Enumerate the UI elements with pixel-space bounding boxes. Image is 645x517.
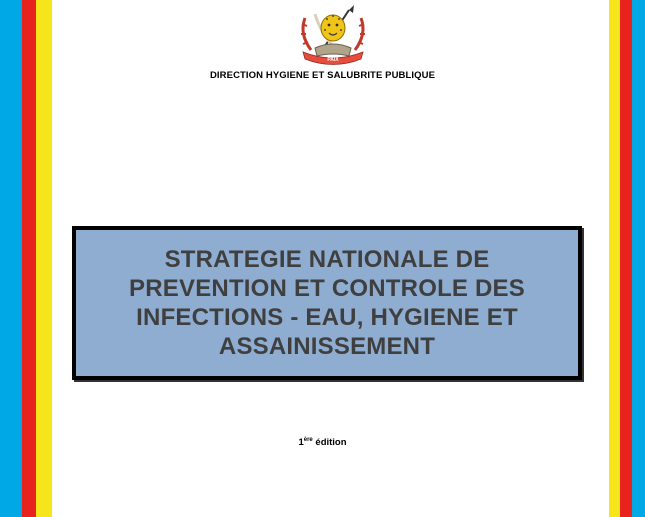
title-box — [72, 226, 582, 380]
edition-label — [0, 437, 645, 448]
edition-text: édition — [315, 437, 347, 449]
title-line: ASSAINISSEMENT — [218, 333, 436, 360]
emblem-motto: PAIX — [327, 57, 339, 63]
drc-coat-of-arms-icon — [291, 4, 375, 66]
department-heading: DIRECTION HYGIENE ET SALUBRITE PUBLIQUE — [209, 70, 436, 81]
title-line: PREVENTION ET CONTROLE DES — [129, 275, 525, 302]
document-title — [103, 245, 551, 361]
title-line: INFECTIONS - EAU, HYGIENE ET — [136, 304, 518, 331]
edition-superscript: ère — [303, 437, 313, 443]
edition-number: 1 — [298, 437, 304, 449]
title-line: STRATEGIE NATIONALE DE — [164, 246, 490, 273]
